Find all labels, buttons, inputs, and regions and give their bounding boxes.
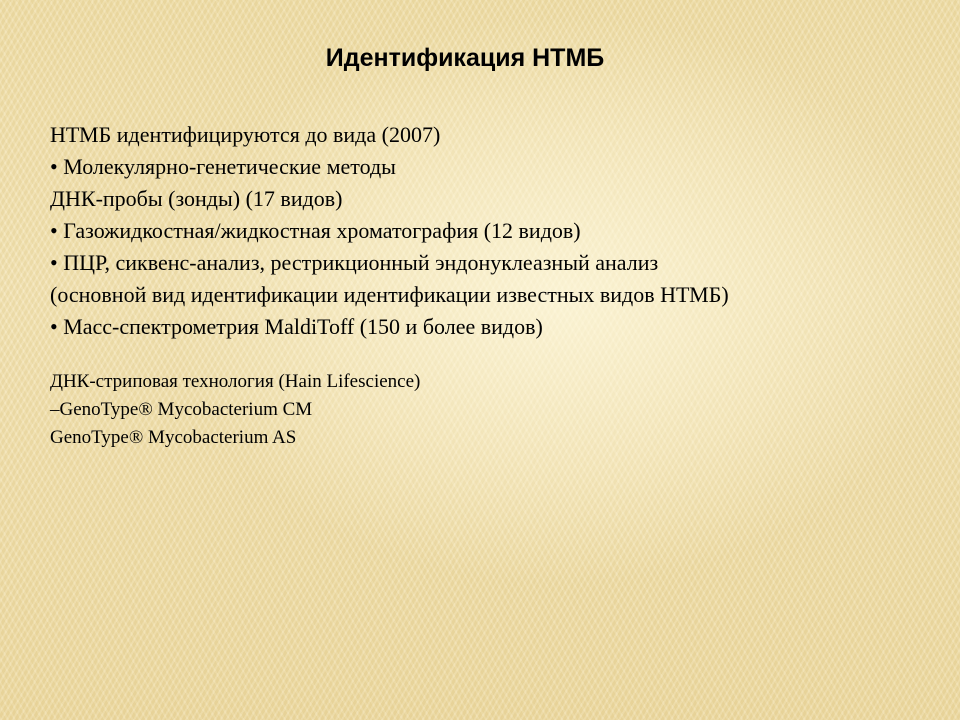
main-text-block [50, 119, 930, 343]
bullet-line: • Молекулярно-генетические методы [50, 154, 396, 179]
text-line: –GenoType® Mycobacterium CM [50, 399, 313, 420]
text-line: ДНК-пробы (зонды) (17 видов) [50, 186, 343, 211]
slide-title: Идентификация НТМБ [325, 44, 605, 72]
bullet-line: • ПЦР, сиквенс-анализ, рестрикционный эндонуклеазный анализ [50, 250, 659, 275]
secondary-text-block [50, 368, 930, 452]
text-line: ДНК-стриповая технология (Hain Lifescience) [50, 371, 421, 392]
text-line: (основной вид идентификации идентификации известных видов НТМБ) [50, 282, 729, 307]
text-line: GenoType® Mycobacterium AS [50, 427, 297, 448]
text-line: НТМБ идентифицируются до вида (2007) [50, 122, 441, 147]
bullet-line: • Газожидкостная/жидкостная хроматография (12 видов) [50, 218, 581, 243]
bullet-line: • Масс-спектрометрия MaldiToff (150 и более видов) [50, 314, 543, 339]
